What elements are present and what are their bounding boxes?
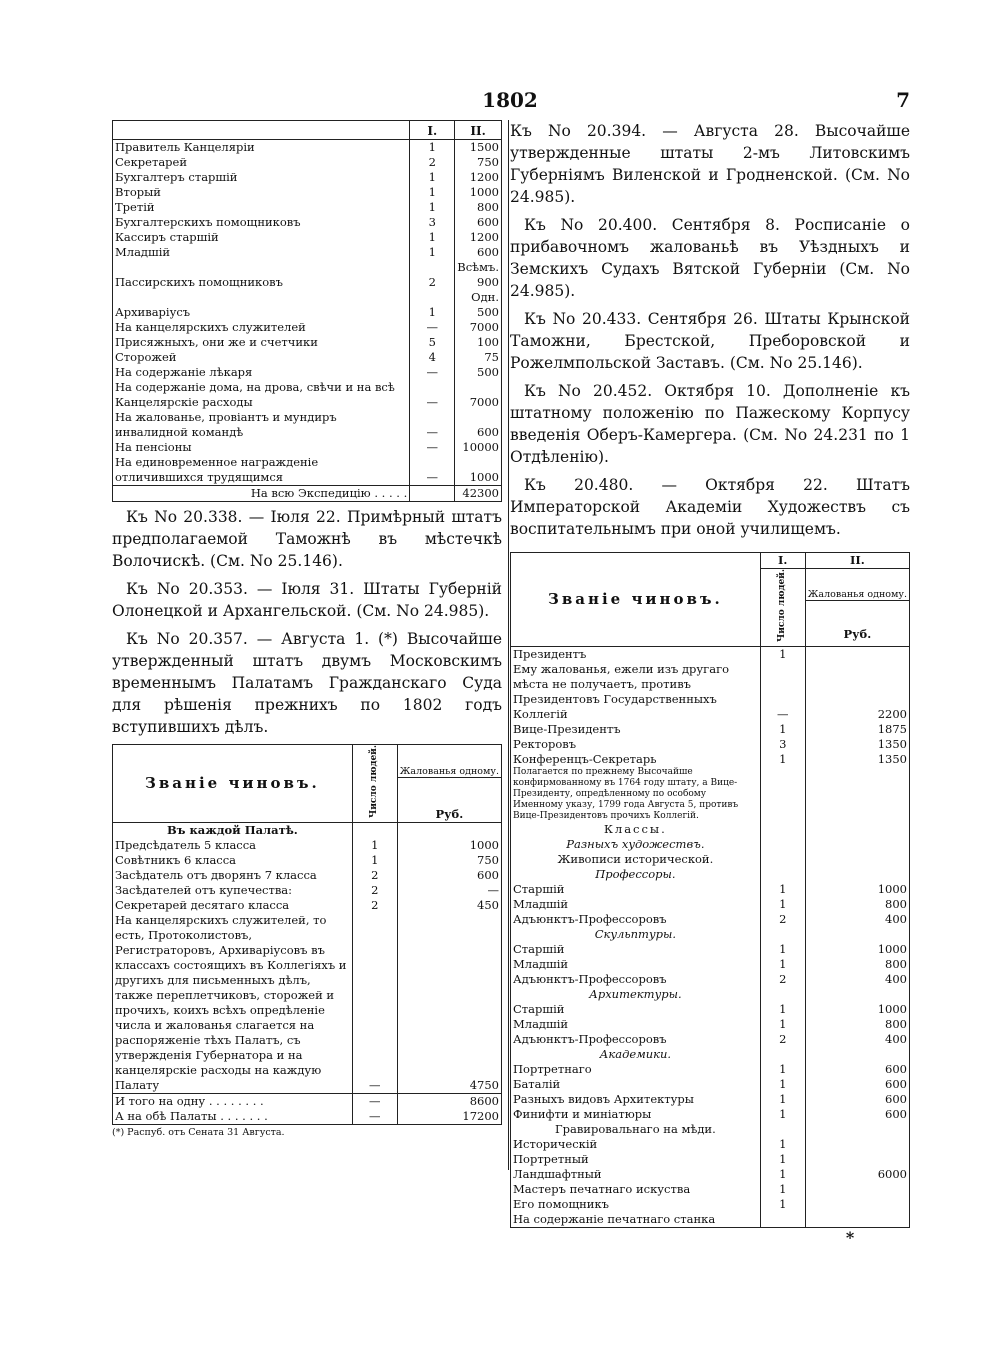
row-label: Присяжныхъ, они же и счетчики	[115, 335, 318, 349]
row-label: Секретарей	[115, 155, 188, 169]
academy-staff-table	[510, 552, 910, 1228]
row-salary: 1350	[805, 752, 909, 767]
row-salary: 750	[397, 853, 501, 868]
row-salary	[805, 1152, 909, 1167]
row-count: —	[410, 440, 455, 455]
row-salary: 600	[397, 868, 501, 883]
row-salary: 1000	[455, 185, 502, 200]
row-count: 2	[760, 912, 805, 927]
row-label: Правитель Канцеляріи	[115, 140, 255, 154]
row-label: На содержаніе печатнаго станка	[513, 1211, 716, 1226]
row-label: Старшій	[513, 941, 565, 956]
col-unit: Руб.	[397, 778, 501, 823]
row-salary: 500	[455, 305, 502, 320]
table-row	[511, 912, 910, 927]
row-count: —	[410, 410, 455, 440]
paragraph-20394: Къ No 20.394. — Августа 28. Высочайше утвержденные штаты 2-мъ Литовскимъ Губерніямъ Виленской и Гродненской. (См. No 24.985).	[510, 122, 910, 206]
group-heading: Профессоры.	[595, 866, 676, 881]
row-count: 1	[760, 646, 805, 662]
row-label: Младшій	[513, 1016, 569, 1031]
row-count: 2	[410, 155, 455, 170]
row-count: —	[410, 320, 455, 335]
row-salary: 600	[805, 1092, 909, 1107]
row-salary: 450	[397, 898, 501, 913]
row-salary: 900	[455, 275, 502, 290]
table-row	[113, 410, 502, 440]
table-row	[511, 1137, 910, 1152]
row-salary: 4750	[397, 913, 501, 1094]
row-label: Конференцъ-Секретарь	[513, 751, 657, 766]
group-heading: Архитектуры.	[589, 986, 682, 1001]
row-salary: 75	[455, 350, 502, 365]
table-row	[511, 737, 910, 752]
row-label	[113, 260, 410, 275]
row-label: Архиваріусъ	[115, 305, 191, 319]
column-divider	[508, 120, 509, 1170]
row-count: 1	[760, 1197, 805, 1212]
table-row	[511, 882, 910, 897]
footnote: (*) Распуб. отъ Сената 31 Августа.	[112, 1126, 285, 1138]
table-row	[113, 215, 502, 230]
row-count: 1	[760, 1167, 805, 1182]
table-row	[113, 883, 502, 898]
row-label: Старшій	[513, 881, 565, 896]
row-label: Засѣдатель отъ дворянъ 7 класса	[115, 867, 317, 882]
row-salary: 600	[805, 1062, 909, 1077]
row-count: —	[760, 662, 805, 722]
col-header-1: I.	[760, 553, 805, 569]
row-label: Ректоровъ	[513, 736, 577, 751]
table-row	[113, 440, 502, 455]
col-salary: Жалованья одному.	[805, 569, 909, 601]
row-label: Ландшафтный	[513, 1166, 602, 1181]
row-count: 2	[352, 883, 397, 898]
row-label: Президентъ	[513, 646, 587, 661]
row-label: На канцелярскихъ служителей, то есть, Протоколистовъ, Регистраторовъ, Архиваріусовъ въ классахъ состоящихъ въ Коллегіяхъ и другихъ для письменныхъ дѣлъ, также переплетчиковъ, сторожей и прочихъ, коихъ всѣхъ опредѣленіе числа и жалованья слагается на распоряженіе тѣхъ Палатъ, съ утвержденія Губернатора и на канцелярскіе расходы на каждую Палату	[115, 912, 347, 1092]
row-label: Разныхъ видовъ Архитектуры	[513, 1091, 694, 1106]
row-salary	[805, 1137, 909, 1152]
total2-value: 17200	[397, 1109, 501, 1125]
row-salary: 600	[455, 215, 502, 230]
row-label: Совѣтникъ 6 класса	[115, 852, 237, 867]
row-label: Пассирскихъ помощниковъ	[115, 275, 283, 289]
left-column	[112, 120, 502, 1138]
table-row	[511, 1017, 910, 1032]
total1-label: И того на одну	[115, 1093, 206, 1108]
row-label: Его помощникъ	[513, 1196, 609, 1211]
row-salary: 1500	[455, 140, 502, 156]
table-row	[511, 1092, 910, 1107]
row-label: Портретный	[513, 1151, 589, 1166]
row-label	[113, 290, 410, 305]
paragraph-20357: Къ No 20.357. — Августа 1. (*) Высочайше утвержденный штатъ двумъ Московскимъ временнымъ Палатамъ Гражданскаго Суда для рѣшенія прежнихъ по 1802 годъ вступившихъ дѣлъ.	[112, 630, 502, 736]
table-row	[511, 752, 910, 767]
paragraph-20338: Къ No 20.338. — Іюля 22. Примѣрный штатъ предполагаемой Таможнѣ въ мѣстечкѣ Волочискѣ. (См. No 25.146).	[112, 508, 502, 570]
row-salary: Одн.	[455, 290, 502, 305]
row-salary: 800	[455, 200, 502, 215]
row-salary: 800	[805, 897, 909, 912]
table-row	[113, 170, 502, 185]
row-count: 5	[410, 335, 455, 350]
paragraph-20452: Къ No 20.452. Октября 10. Дополненіе къ штатному положенію по Пажескому Корпусу введенія Оберъ-Камергера. (См. No 24.231 по 1 Отдѣленію).	[510, 382, 910, 466]
table-row	[113, 335, 502, 350]
row-count: 2	[410, 275, 455, 290]
section-heading: Въ каждой Палатѣ.	[166, 822, 298, 837]
table-row	[511, 722, 910, 737]
row-count: 2	[352, 898, 397, 913]
table-row	[113, 305, 502, 320]
classes-sub1: Разныхъ художествъ.	[566, 836, 705, 851]
row-salary: 400	[805, 912, 909, 927]
row-count: —	[410, 380, 455, 410]
row-count: 1	[760, 1152, 805, 1167]
row-count	[410, 290, 455, 305]
col-people: Число людей.	[369, 745, 380, 818]
row-count	[410, 260, 455, 275]
col-header-2: II.	[455, 121, 502, 140]
row-label: На единовременное награжденіе отличившихся трудящимся	[115, 455, 319, 484]
row-count: 1	[410, 185, 455, 200]
table-row	[511, 1002, 910, 1017]
row-count: 1	[410, 245, 455, 260]
table-row	[113, 155, 502, 170]
table-row	[511, 646, 910, 662]
row-label: Младшій	[513, 896, 569, 911]
row-label: Кассиръ старшій	[115, 230, 219, 244]
page-header	[110, 88, 910, 118]
row-salary: 600	[805, 1107, 909, 1122]
table-row	[113, 320, 502, 335]
row-label: Бухгалтерскихъ помощниковъ	[115, 215, 301, 229]
table-row	[113, 350, 502, 365]
group-heading: Академики.	[599, 1046, 672, 1061]
row-salary: 750	[455, 155, 502, 170]
table-row	[511, 1032, 910, 1047]
row-count: 1	[760, 1062, 805, 1077]
table-row	[511, 1077, 910, 1092]
row-count: 1	[760, 1137, 805, 1152]
total-label: На всю Экспедицію	[250, 486, 371, 500]
paragraph-20400: Къ No 20.400. Сентября 8. Росписаніе о прибавочномъ жалованьѣ въ Уѣздныхъ и Земскихъ Судахъ Вятской Губерніи (См. No 24.985).	[510, 216, 910, 300]
row-label: На содержаніе лѣкаря	[115, 365, 253, 379]
page-number: 7	[896, 88, 910, 112]
col-unit: Руб.	[805, 601, 909, 642]
row-count: 2	[760, 1032, 805, 1047]
row-salary	[805, 1182, 909, 1197]
row-count: 2	[760, 972, 805, 987]
row-salary	[805, 1197, 909, 1212]
row-salary: 7000	[455, 380, 502, 410]
row-count: 1	[352, 838, 397, 853]
table-row	[511, 1107, 910, 1122]
row-label: Вторый	[115, 185, 161, 199]
row-label: Бухгалтеръ старшій	[115, 170, 238, 184]
paragraph-20480: Къ 20.480. — Октября 22. Штатъ Императорской Академіи Художествъ съ воспитательнымъ при оной училищемъ.	[510, 476, 910, 538]
table-row	[511, 1197, 910, 1212]
table-row	[113, 455, 502, 486]
row-salary: —	[397, 883, 501, 898]
row-salary: 2200	[805, 662, 909, 722]
row-label: Вице-Президентъ	[513, 721, 621, 736]
note-text: Полагается по прежнему Высочайше конфирмованному въ 1764 году штату, а Вице-Президенту, опредѣленному по особому Именному указу, 1799 года Августа 5, противъ Вице-Президентовъ прочихъ Коллегій.	[513, 766, 739, 821]
table-row	[113, 260, 502, 275]
row-salary: 500	[455, 365, 502, 380]
row-salary: Всѣмъ.	[455, 260, 502, 275]
row-count: 2	[352, 868, 397, 883]
table-row	[113, 245, 502, 260]
table-row	[511, 897, 910, 912]
right-column	[510, 120, 910, 1247]
row-salary: 7000	[455, 320, 502, 335]
row-count: 1	[760, 1077, 805, 1092]
row-salary: 1000	[805, 882, 909, 897]
row-salary: 600	[805, 1077, 909, 1092]
row-label: Третій	[115, 200, 155, 214]
table-row	[113, 140, 502, 156]
group-heading: Гравировальнаго на мѣди.	[555, 1121, 716, 1136]
row-count: 1	[760, 1107, 805, 1122]
table-row	[511, 957, 910, 972]
table-row: А на обѣ Палаты . . . . . . . — 17200	[113, 1109, 502, 1125]
row-count: 1	[760, 1002, 805, 1017]
row-salary: 600	[455, 245, 502, 260]
row-count: 1	[760, 897, 805, 912]
row-label: Младшій	[115, 245, 171, 259]
table-title: Званіе чиновъ.	[113, 745, 353, 823]
table-row	[113, 380, 502, 410]
row-label: Баталій	[513, 1076, 561, 1091]
table-row	[511, 1167, 910, 1182]
row-label: Ему жалованья, ежели изъ другаго мѣста не получаетъ, противъ Президентовъ Государственныхъ Коллегій	[513, 661, 730, 721]
row-label: На содержаніе дома, на дрова, свѣчи и на всѣ Канцелярскіе расходы	[115, 380, 395, 409]
table-row: И того на одну . . . . . . . . — 8600	[113, 1093, 502, 1109]
row-count: 1	[760, 752, 805, 767]
row-count: 1	[352, 853, 397, 868]
total-value: 42300	[455, 486, 502, 502]
row-salary	[805, 646, 909, 662]
row-count: 3	[410, 215, 455, 230]
row-count: 1	[760, 722, 805, 737]
row-label: Историческій	[513, 1136, 598, 1151]
row-salary	[805, 1212, 909, 1228]
row-label: Адъюнктъ-Профессоровъ	[513, 1031, 667, 1046]
star-mark: *	[845, 1227, 855, 1247]
row-salary: 1200	[455, 230, 502, 245]
row-label: Финифти и миніатюры	[513, 1106, 652, 1121]
row-count: 1	[410, 170, 455, 185]
row-count: 3	[760, 737, 805, 752]
table-row	[511, 1062, 910, 1077]
row-label: Засѣдателей отъ купечества:	[115, 882, 293, 897]
row-count: 1	[410, 305, 455, 320]
row-salary: 1200	[455, 170, 502, 185]
row-count: 1	[760, 1182, 805, 1197]
classes-heading: Классы.	[603, 821, 667, 836]
row-count	[760, 1212, 805, 1228]
row-count: 1	[410, 200, 455, 215]
row-salary: 1000	[805, 1002, 909, 1017]
row-count: —	[410, 365, 455, 380]
table-row	[113, 868, 502, 883]
row-salary: 1350	[805, 737, 909, 752]
row-salary: 400	[805, 1032, 909, 1047]
table-row	[113, 913, 502, 1094]
table-row	[113, 365, 502, 380]
col-header-2: II.	[805, 553, 909, 569]
row-salary: 10000	[455, 440, 502, 455]
group-heading: Скульптуры.	[594, 926, 677, 941]
row-count: 1	[760, 1017, 805, 1032]
paragraph-20433: Къ No 20.433. Сентября 26. Штаты Крынской Таможни, Брестской, Преборовской и Рожелмпольской Заставъ. (См. No 25.146).	[510, 310, 910, 372]
row-salary: 6000	[805, 1167, 909, 1182]
table-row	[511, 972, 910, 987]
row-salary: 1000	[397, 838, 501, 853]
row-count: 4	[410, 350, 455, 365]
row-count: 1	[760, 942, 805, 957]
row-count: 1	[410, 230, 455, 245]
row-count: —	[410, 455, 455, 486]
table-row	[113, 290, 502, 305]
expedition-staff-table	[112, 120, 502, 502]
table-title: Званіе чиновъ.	[511, 553, 761, 647]
row-count: 1	[760, 1092, 805, 1107]
row-label: Младшій	[513, 956, 569, 971]
total1-value: 8600	[397, 1093, 501, 1109]
row-label: На пенсіоны	[115, 440, 192, 454]
court-chambers-table	[112, 744, 502, 1125]
row-salary: 1000	[455, 455, 502, 486]
paragraph-20353: Къ No 20.353. — Іюля 31. Штаты Губерній Олонецкой и Архангельской. (См. No 24.985).	[112, 580, 502, 620]
row-salary: 1875	[805, 722, 909, 737]
row-label: На жалованье, провіантъ и мундиръ инвалидной командѣ	[115, 410, 337, 439]
total2-label: А на обѣ Палаты	[115, 1108, 217, 1123]
row-salary: 400	[805, 972, 909, 987]
col-salary: Жалованья одному.	[397, 745, 501, 778]
table-row	[113, 230, 502, 245]
table-row	[511, 1152, 910, 1167]
table-row	[511, 662, 910, 722]
row-count: 1	[760, 882, 805, 897]
row-salary: 100	[455, 335, 502, 350]
row-label: Портретнаго	[513, 1061, 592, 1076]
row-salary: 600	[455, 410, 502, 440]
table-row	[113, 853, 502, 868]
table-row	[113, 185, 502, 200]
table-row	[113, 838, 502, 853]
col-people: Число людей.	[777, 569, 788, 642]
row-count: —	[352, 913, 397, 1094]
table-row	[511, 1212, 910, 1228]
col-header-1: I.	[410, 121, 455, 140]
row-label: Секретарей десятаго класса	[115, 897, 290, 912]
row-count: 1	[760, 957, 805, 972]
row-label: Старшій	[513, 1001, 565, 1016]
table-row	[511, 942, 910, 957]
row-label: На канцелярскихъ служителей	[115, 320, 306, 334]
table-row	[113, 275, 502, 290]
row-salary: 800	[805, 1017, 909, 1032]
year-heading: 1802	[482, 88, 538, 112]
row-salary: 1000	[805, 942, 909, 957]
table-row	[511, 1182, 910, 1197]
table-row	[113, 200, 502, 215]
row-label: Адъюнктъ-Профессоровъ	[513, 971, 667, 986]
classes-sub2: Живописи исторической.	[557, 851, 714, 866]
table-total-row: На всю Экспедицію . . . . . 42300	[113, 486, 502, 502]
row-label: Сторожей	[115, 350, 177, 364]
row-label: Предсѣдатель 5 класса	[115, 837, 257, 852]
row-count: 1	[410, 140, 455, 156]
row-salary: 800	[805, 957, 909, 972]
row-label: Мастеръ печатнаго искуства	[513, 1181, 691, 1196]
table-row	[113, 898, 502, 913]
row-label: Адъюнктъ-Профессоровъ	[513, 911, 667, 926]
